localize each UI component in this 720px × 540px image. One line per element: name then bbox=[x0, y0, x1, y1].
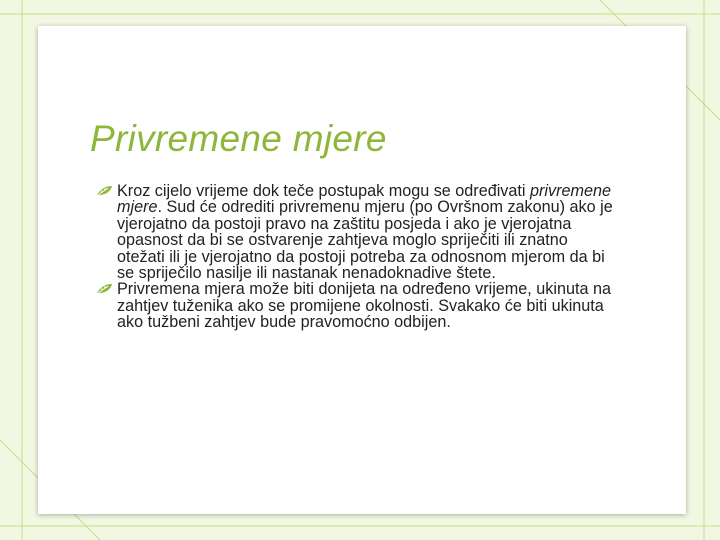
bullet-2-text: Privremena mjera može biti donijeta na određeno vrijeme, ukinuta na zahtjev tuženika ako se promijene okolnosti. Svakako će biti ukinuta ako tužbeni zahtjev bude pravomoćno odbijen. bbox=[117, 280, 611, 332]
bullet-item-1 bbox=[96, 183, 616, 281]
leaf-bullet-icon bbox=[96, 282, 113, 295]
bullet-1-text-before: Kroz cijelo vrijeme dok teče postupak mogu se određivati bbox=[117, 182, 530, 200]
bullet-1-text-after: . Sud će odrediti privremenu mjeru (po Ovršnom zakonu) ako je vjerojatno da postoji pravo na zaštitu posjeda i ako je vjerojatna opasnost da bi se ostvarenje zahtjeva moglo spriječiti ili znatno otežati ili je vjerojatno da postoji potreba za odnosnom mjerom da bi se spriječilo nasilje ili nastanak nenadoknadive štete. bbox=[117, 198, 613, 283]
slide-title: Privremene mjere bbox=[90, 118, 387, 159]
bullet-item-2 bbox=[96, 281, 616, 330]
bullet-1-emphasis: privremene mjere bbox=[117, 182, 611, 217]
slide-body bbox=[96, 183, 616, 331]
leaf-bullet-icon bbox=[96, 184, 113, 197]
